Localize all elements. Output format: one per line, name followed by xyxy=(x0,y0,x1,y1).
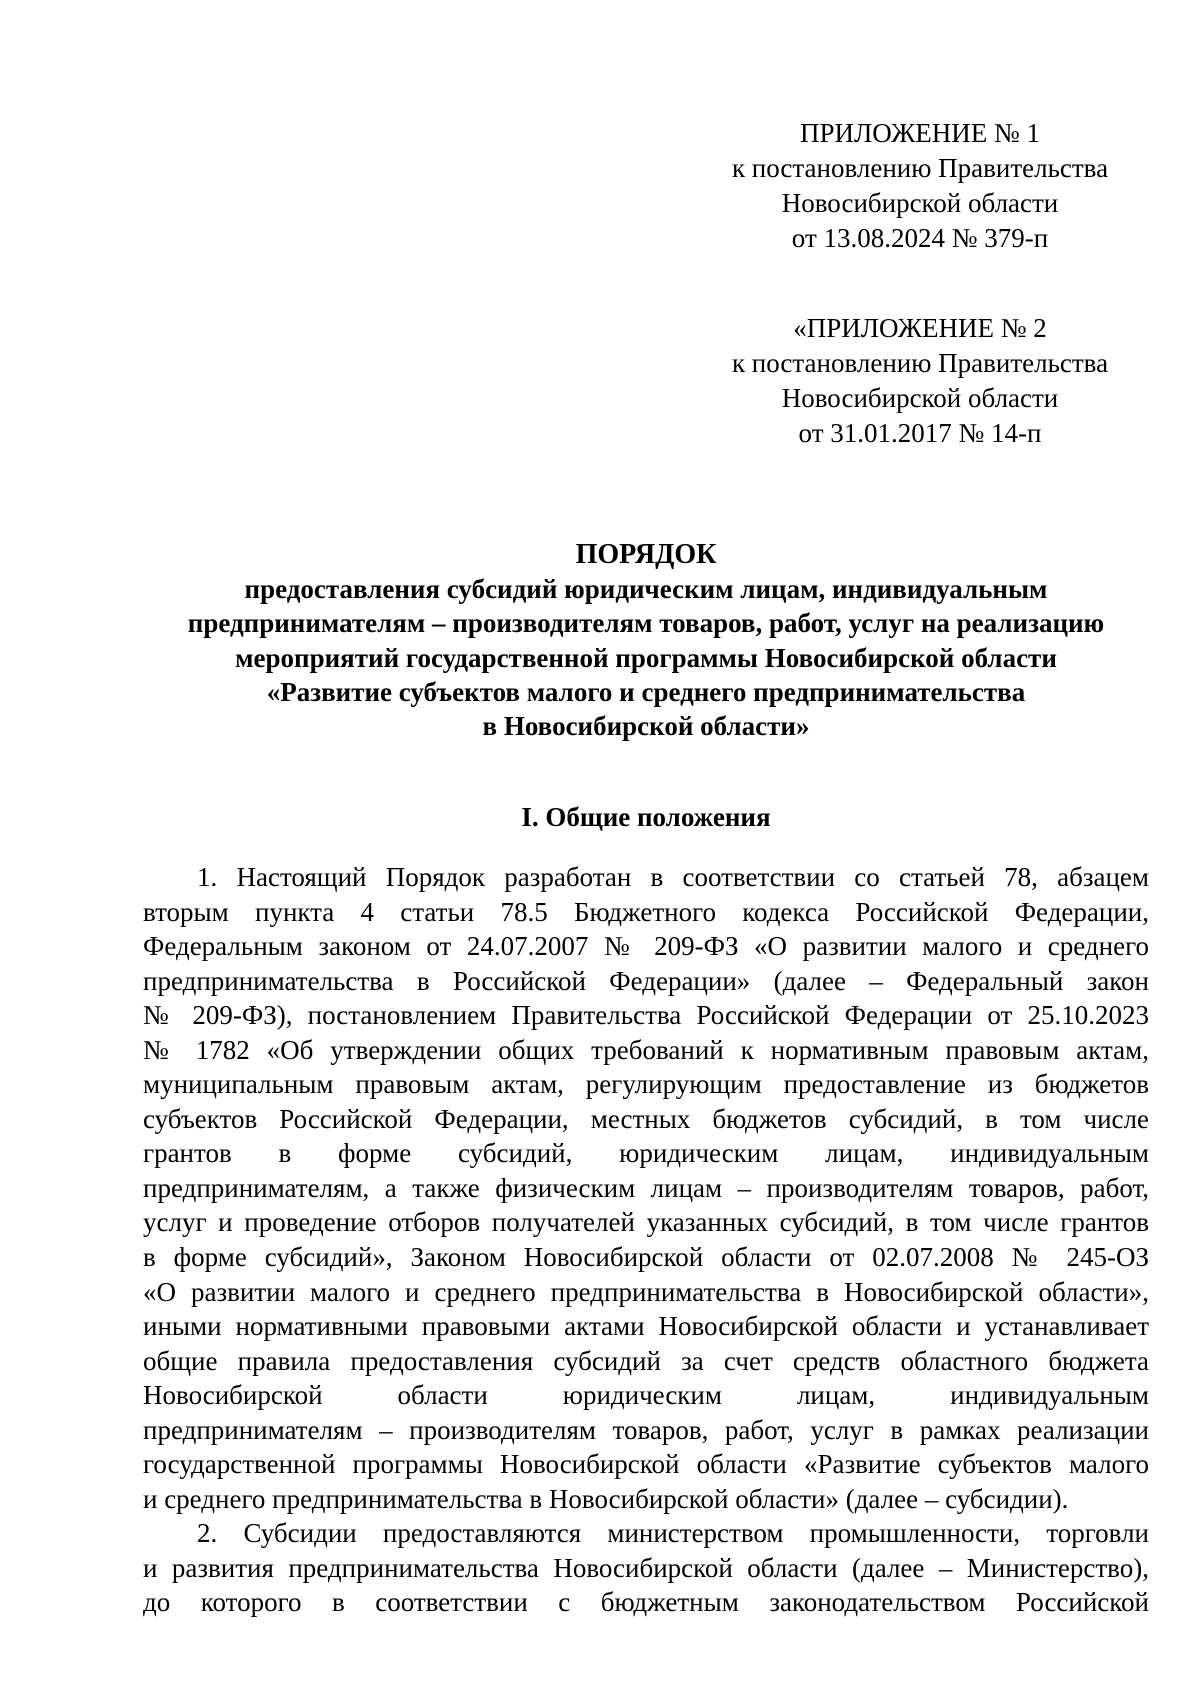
title-line: «Развитие субъектов малого и среднего предпринимательства xyxy=(266,676,1026,707)
paragraph-line: услуг и проведение отборов получателей указанных субсидий, в том числе грантов xyxy=(143,1207,1149,1238)
paragraph-line: иными нормативными правовыми актами Новосибирской области и устанавливает xyxy=(143,1311,1149,1342)
paragraph-line: № 1782 «Об утверждении общих требований к нормативным правовым актам, xyxy=(143,1034,1149,1065)
paragraph-line: общие правила предоставления субсидий за счет средств областного бюджета xyxy=(143,1345,1149,1376)
paragraph-line: и среднего предпринимательства в Новосибирской области» (далее – субсидии). xyxy=(143,1483,1069,1514)
body-text xyxy=(143,860,1149,1620)
title-line: мероприятий государственной программы Новосибирской области xyxy=(235,642,1057,673)
paragraph-line: «О развитии малого и среднего предпринимательства в Новосибирской области», xyxy=(143,1276,1149,1307)
document-title xyxy=(120,538,1172,743)
paragraph-line: Новосибирской области юридическим лицам, индивидуальным xyxy=(143,1380,1149,1411)
paragraph-line: субъектов Российской Федерации, местных бюджетов субсидий, в том числе xyxy=(143,1103,1149,1134)
paragraph-line: № 209-ФЗ), постановлением Правительства Российской Федерации от 25.10.2023 xyxy=(143,1000,1149,1031)
appendix-1-line: Новосибирской области xyxy=(781,188,1059,218)
appendix-1-line: к постановлению Правительства xyxy=(731,153,1109,183)
paragraph-line: предпринимательства в Российской Федерации» (далее – Федеральный закон xyxy=(143,965,1149,996)
paragraph-line: предпринимателям, а также физическим лицам – производителям товаров, работ, xyxy=(143,1172,1149,1203)
appendix-2-header xyxy=(700,311,1140,451)
title-main: ПОРЯДОК xyxy=(575,539,717,570)
paragraph-line: предпринимателям – производителям товаров, работ, услуг в рамках реализации xyxy=(143,1414,1149,1445)
paragraph-line: муниципальным правовым актам, регулирующим предоставление из бюджетов xyxy=(143,1069,1149,1100)
appendix-1-line: ПРИЛОЖЕНИЕ № 1 xyxy=(799,118,1041,148)
appendix-1-header xyxy=(700,116,1140,256)
paragraph-line: государственной программы Новосибирской области «Развитие субъектов малого xyxy=(143,1449,1149,1480)
paragraph-line: Федеральным законом от 24.07.2007 № 209-ФЗ «О развитии малого и среднего xyxy=(143,931,1149,962)
paragraph-line: до которого в соответствии с бюджетным законодательством Российской xyxy=(143,1587,1149,1618)
appendix-2-line: «ПРИЛОЖЕНИЕ № 2 xyxy=(793,313,1047,343)
paragraph-line: грантов в форме субсидий, юридическим лицам, индивидуальным xyxy=(143,1138,1149,1169)
paragraph-line: 2. Субсидии предоставляются министерством промышленности, торговли xyxy=(197,1518,1149,1549)
appendix-1-line: от 13.08.2024 № 379-п xyxy=(791,223,1049,253)
appendix-2-line: к постановлению Правительства xyxy=(731,348,1109,378)
appendix-2-line: Новосибирской области xyxy=(781,383,1059,413)
title-line: предпринимателям – производителям товаров, работ, услуг на реализацию xyxy=(187,608,1105,639)
paragraph-line: вторым пункта 4 статьи 78.5 Бюджетного кодекса Российской Федерации, xyxy=(143,896,1149,927)
title-line: в Новосибирской области» xyxy=(482,711,810,742)
appendix-2-line: от 31.01.2017 № 14-п xyxy=(798,418,1042,448)
paragraph-line: в форме субсидий», Законом Новосибирской области от 02.07.2008 № 245-ОЗ xyxy=(143,1242,1149,1273)
title-line: предоставления субсидий юридическим лицам, индивидуальным xyxy=(244,574,1048,605)
paragraph-line: и развития предпринимательства Новосибирской области (далее – Министерство), xyxy=(143,1552,1149,1583)
section-heading: I. Общие положения xyxy=(521,802,771,832)
paragraph-line: 1. Настоящий Порядок разработан в соответствии со статьей 78, абзацем xyxy=(197,862,1149,892)
